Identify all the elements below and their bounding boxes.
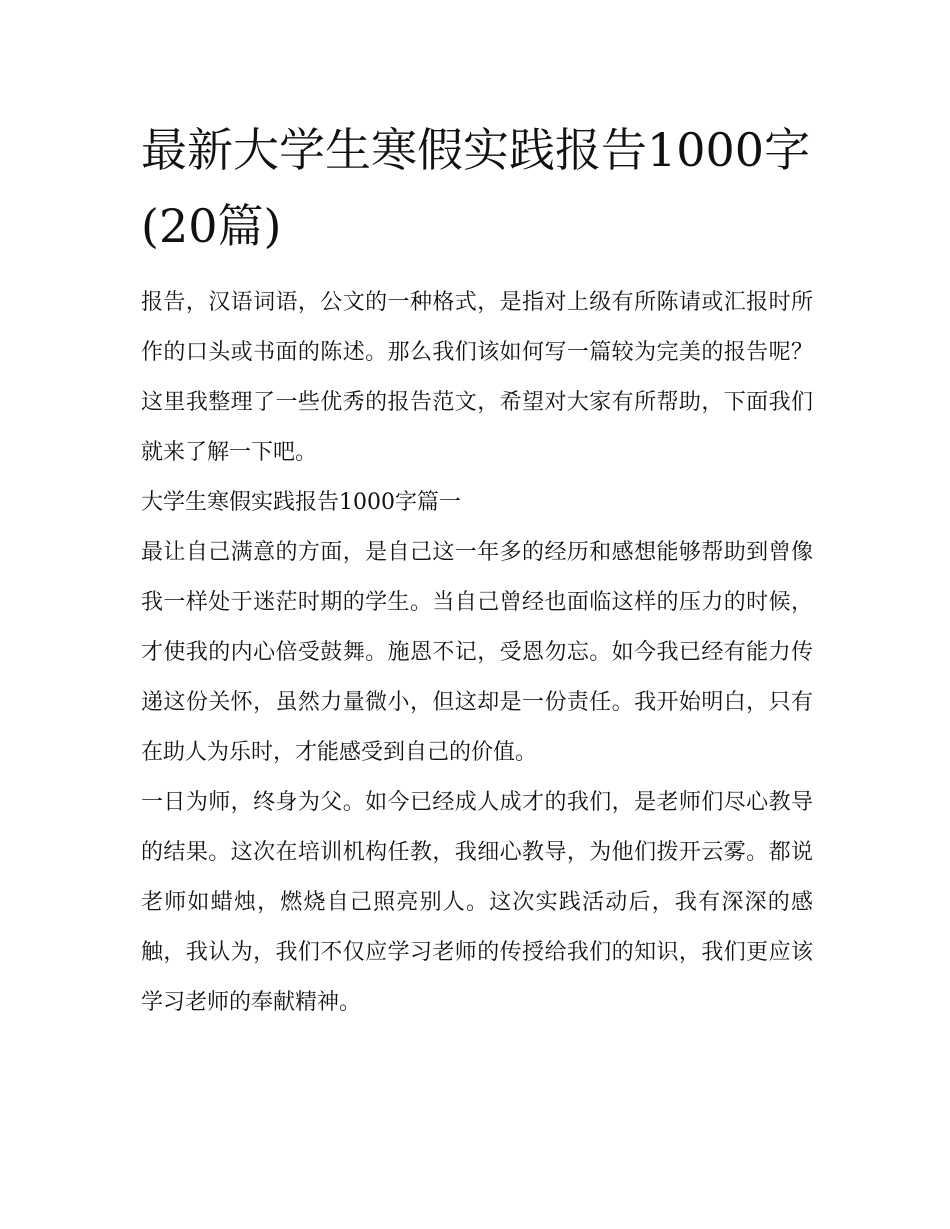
document-page	[141, 112, 813, 1028]
intro-paragraph: 报告，汉语词语，公文的一种格式，是指对上级有所陈请或汇报时所作的口头或书面的陈述。那么我们该如何写一篇较为完美的报告呢？这里我整理了一些优秀的报告范文，希望对大家有所帮助，下面我们就来了解一下吧。	[141, 290, 813, 465]
body-paragraph-2: 一日为师，终身为父。如今已经成人成才的我们，是老师们尽心教导的结果。这次在培训机构任教，我细心教导，为他们拨开云雾。都说老师如蜡烛，燃烧自己照亮别人。这次实践活动后，我有深深的感触，我认为，我们不仅应学习老师的传授给我们的知识，我们更应该学习老师的奉献精神。	[141, 790, 813, 1015]
body-paragraph-1: 最让自己满意的方面，是自己这一年多的经历和感想能够帮助到曾像我一样处于迷茫时期的学生。当自己曾经也面临这样的压力的时候，才使我的内心倍受鼓舞。施恩不记，受恩勿忘。如今我已经有能力传递这份关怀，虽然力量微小，但这却是一份责任。我开始明白，只有在助人为乐时，才能感受到自己的价值。	[141, 540, 813, 765]
document-body	[141, 278, 813, 1028]
section-heading: 大学生寒假实践报告1000字篇一	[141, 490, 461, 515]
document-title: 最新大学生寒假实践报告1000字(20篇)	[141, 123, 811, 253]
